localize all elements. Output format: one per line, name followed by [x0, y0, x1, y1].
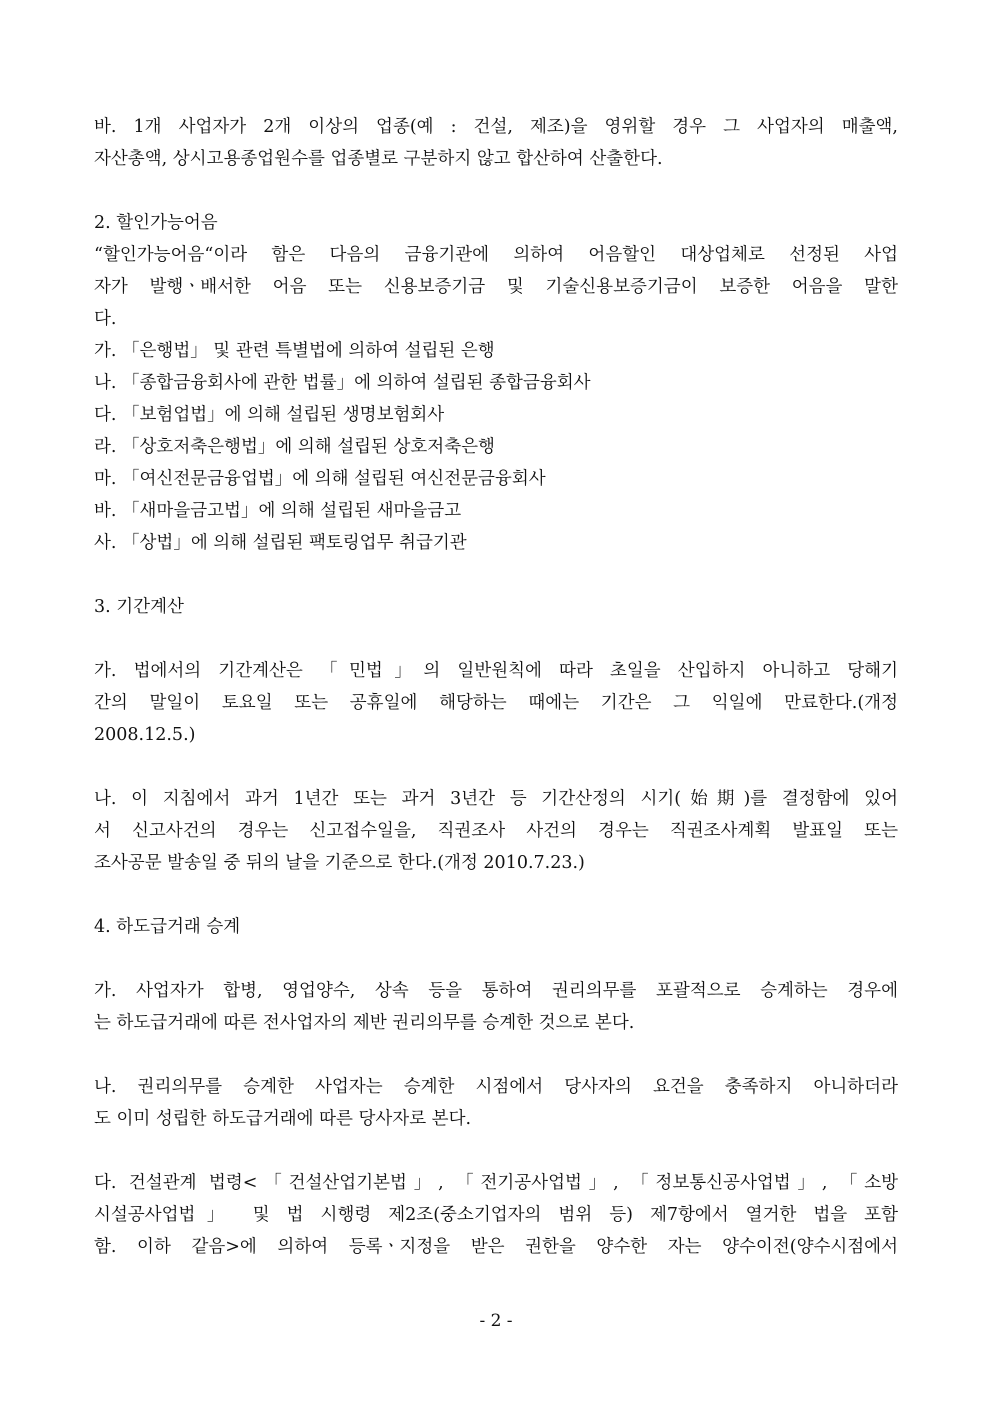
section2-item-ra: 라. 「상호저축은행법」에 의해 설립된 상호저축은행 — [94, 437, 495, 457]
para-ba-line-1: 바. 1개 사업자가 2개 이상의 업종(예 : 건설, 제조)을 영위할 경우 그 사업자의 매출액, — [94, 117, 898, 137]
section3-ga-line-2: 간의 말일이 토요일 또는 공휴일에 해당하는 때에는 기간은 그 익일에 만료한다.(개정 — [94, 693, 898, 713]
section2-intro-line-2: 자가 발행ㆍ배서한 어음 또는 신용보증기금 및 기술신용보증기금이 보증한 어음을 말한 — [94, 277, 898, 297]
section2-intro-line-1: “할인가능어음“이라 함은 다음의 금융기관에 의하여 어음할인 대상업체로 선정된 사업 — [94, 245, 898, 265]
section2-item-da: 다. 「보험업법」에 의해 설립된 생명보험회사 — [94, 405, 445, 425]
section2-item-sa: 사. 「상법」에 의해 설립된 팩토링업무 취급기관 — [94, 533, 467, 553]
section2-item-ga: 가. 「은행법」 및 관련 특별법에 의하여 설립된 은행 — [94, 341, 495, 361]
section4-na-line-1: 나. 권리의무를 승계한 사업자는 승계한 시점에서 당사자의 요건을 충족하지 아니하더라 — [94, 1077, 898, 1097]
section2-item-na: 나. 「종합금융회사에 관한 법률」에 의하여 설립된 종합금융회사 — [94, 373, 591, 393]
section3-ga-line-3: 2008.12.5.) — [94, 725, 196, 745]
section2-item-ba: 바. 「새마을금고법」에 의해 설립된 새마을금고 — [94, 501, 462, 521]
section4-heading: 4. 하도급거래 승계 — [94, 917, 241, 937]
section4-da-line-2: 시설공사업법」 및 법 시행령 제2조(중소기업자의 범위 등) 제7항에서 열거한 법을 포함 — [94, 1205, 898, 1225]
page-number: - 2 - — [479, 1311, 513, 1331]
section2-intro-line-3: 다. — [94, 309, 117, 329]
section4-ga-line-1: 가. 사업자가 합병, 영업양수, 상속 등을 통하여 권리의무를 포괄적으로 승계하는 경우에 — [94, 981, 898, 1001]
section3-na-line-1: 나. 이 지침에서 과거 1년간 또는 과거 3년간 등 기간산정의 시기(始期)를 결정함에 있어 — [94, 789, 898, 809]
section4-ga-line-2: 는 하도급거래에 따른 전사업자의 제반 권리의무를 승계한 것으로 본다. — [94, 1013, 635, 1033]
section2-item-ma: 마. 「여신전문금융업법」에 의해 설립된 여신전문금융회사 — [94, 469, 546, 489]
section2-heading: 2. 할인가능어음 — [94, 213, 218, 233]
section3-na-line-3: 조사공문 발송일 중 뒤의 날을 기준으로 한다.(개정 2010.7.23.) — [94, 853, 585, 873]
section4-da-line-1: 다. 건설관계 법령<「건설산업기본법」, 「전기공사업법」, 「정보통신공사업법」, 「소방 — [94, 1173, 898, 1193]
section3-ga-line-1: 가. 법에서의 기간계산은 「민법」의 일반원칙에 따라 초일을 산입하지 아니하고 당해기 — [94, 661, 898, 681]
section4-da-line-3: 함. 이하 같음>에 의하여 등록ㆍ지정을 받은 권한을 양수한 자는 양수이전(양수시점에서 — [94, 1237, 898, 1257]
section3-na-line-2: 서 신고사건의 경우는 신고접수일을, 직권조사 사건의 경우는 직권조사계획 발표일 또는 — [94, 821, 898, 841]
section4-na-line-2: 도 이미 성립한 하도급거래에 따른 당사자로 본다. — [94, 1109, 472, 1129]
section3-heading: 3. 기간계산 — [94, 597, 184, 617]
para-ba-line-2: 자산총액, 상시고용종업원수를 업종별로 구분하지 않고 합산하여 산출한다. — [94, 149, 663, 169]
